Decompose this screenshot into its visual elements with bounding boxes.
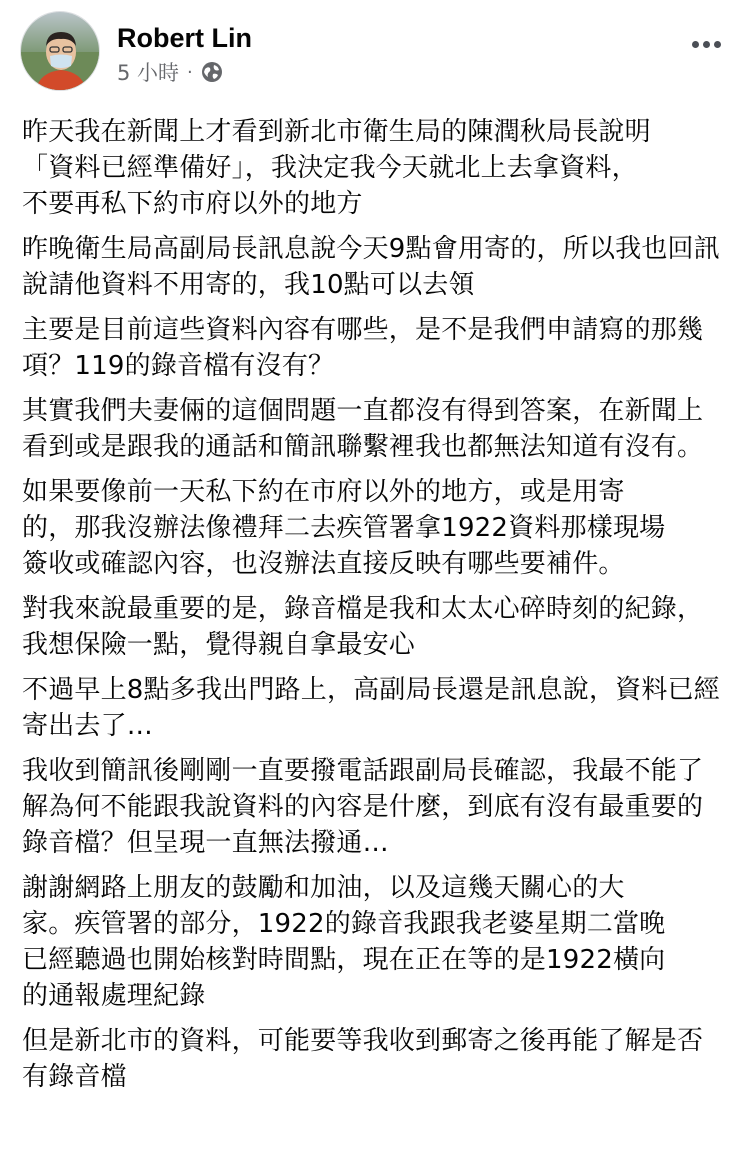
post-paragraph: 不過早上8點多我出門路上，高副局長還是訊息說，資料已經寄出去了… [22, 675, 720, 741]
avatar[interactable] [20, 11, 100, 91]
post-paragraph: 其實我們夫妻倆的這個問題一直都沒有得到答案，在新聞上看到或是跟我的通話和簡訊聯繫裡我也都無法知道有沒有。 [22, 396, 704, 462]
more-options-button[interactable] [686, 30, 726, 58]
meta-separator: · [187, 61, 193, 83]
post-header [0, 0, 750, 100]
post-paragraph: 但是新北市的資料，可能要等我收到郵寄之後再能了解是否有錄音檔 [22, 1026, 704, 1092]
post-body [22, 114, 722, 1104]
post-paragraph: 昨天我在新聞上才看到新北市衛生局的陳潤秋局長說明 「資料已經準備好」，我決定我今天就北上去拿資料， 不要再私下約市府以外的地方 [22, 117, 651, 219]
more-dots-icon [692, 41, 699, 48]
post-paragraph: 昨晚衛生局高副局長訊息說今天9點會用寄的，所以我也回訊說請他資料不用寄的，我10點可以去領 [22, 234, 720, 300]
post-paragraph: 謝謝網路上朋友的鼓勵和加油，以及這幾天關心的大 家。疾管署的部分，1922的錄音我跟我老婆星期二當晚 已經聽過也開始核對時間點，現在正在等的是1922橫向 的通報處理紀錄 [22, 873, 666, 1011]
avatar-photo [21, 12, 100, 91]
post-paragraph: 我收到簡訊後剛剛一直要撥電話跟副局長確認，我最不能了解為何不能跟我說資料的內容是什麼，到底有沒有最重要的錄音檔？但呈現一直無法撥通… [22, 756, 704, 858]
more-dots-icon [714, 41, 721, 48]
post-meta [117, 58, 223, 86]
post-time[interactable]: 5 小時 [117, 61, 180, 85]
post-paragraph: 如果要像前一天私下約在市府以外的地方，或是用寄 的，那我沒辦法像禮拜二去疾管署拿1922資料那樣現場 簽收或確認內容，也沒辦法直接反映有哪些要補件。 [22, 477, 666, 579]
post-paragraph: 主要是目前這些資料內容有哪些，是不是我們申請寫的那幾項？119的錄音檔有沒有？ [22, 315, 704, 381]
post-paragraph: 對我來說最重要的是，錄音檔是我和太太心碎時刻的紀錄，我想保險一點，覺得親自拿最安心 [22, 594, 704, 660]
author-name[interactable]: Robert Lin [117, 23, 252, 53]
more-dots-icon [703, 41, 710, 48]
globe-icon [201, 61, 223, 83]
